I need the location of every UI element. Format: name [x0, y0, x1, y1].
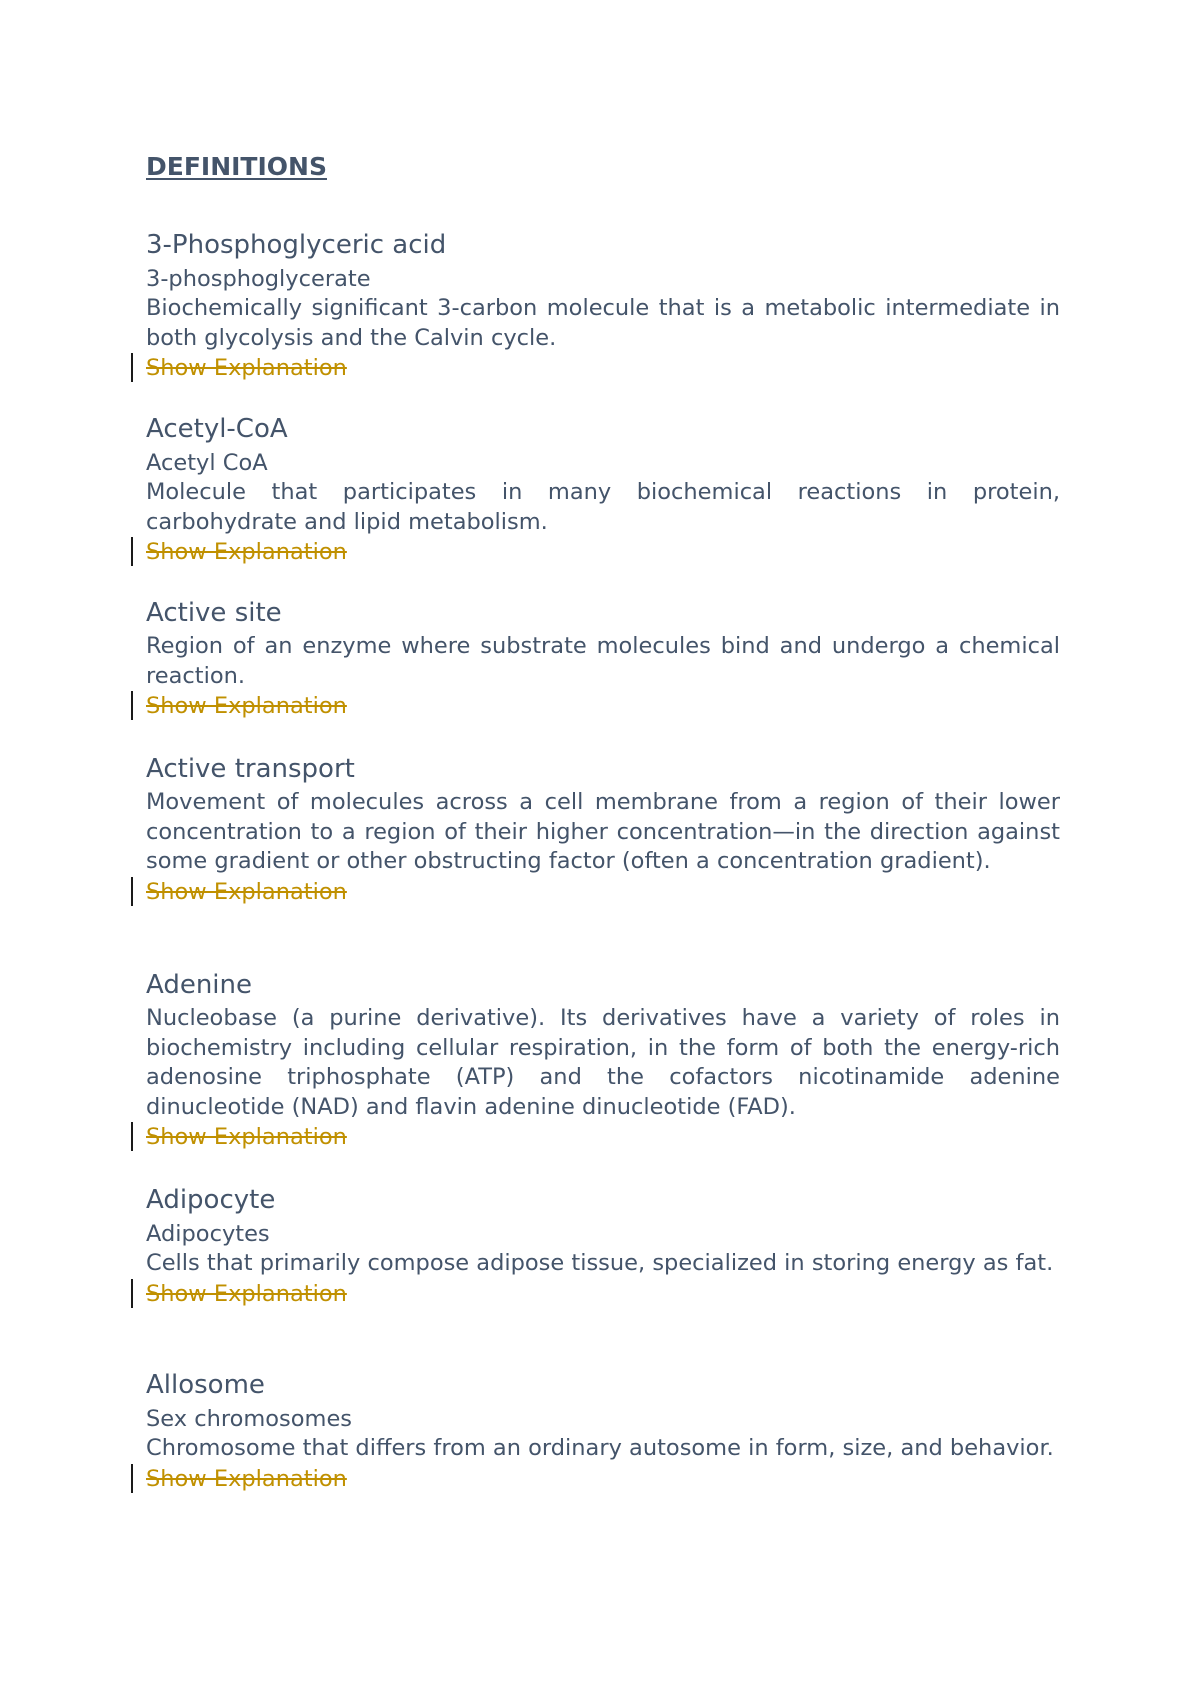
text-cursor-marker [131, 353, 133, 382]
text-cursor-marker [131, 537, 133, 566]
definition-entry [146, 1368, 1060, 1494]
term-title: Allosome [146, 1370, 265, 1400]
explanation-row [146, 1122, 1060, 1152]
show-explanation-link[interactable]: Show Explanation [146, 1280, 347, 1307]
text-cursor-marker [131, 691, 133, 720]
definition-entry [146, 412, 1060, 567]
text-cursor-marker [131, 1279, 133, 1308]
definition-entry [146, 596, 1060, 721]
show-explanation-link[interactable]: Show Explanation [146, 539, 347, 565]
text-cursor-marker [131, 1464, 133, 1493]
definition-entry [146, 228, 1060, 383]
definition-entry [146, 752, 1060, 907]
term-definition: Movement of molecules across a cell membrane from a region of their lower concentration to a region of their higher concentration—in the direction against some gradient or other obstructing factor (often a concentration gradient). [146, 789, 1060, 874]
show-explanation-link[interactable]: Show Explanation [146, 355, 347, 381]
explanation-row [146, 1279, 1060, 1309]
term-synonym: Acetyl CoA [146, 450, 268, 476]
term-synonym: 3-phosphoglycerate [146, 266, 371, 292]
show-explanation-link[interactable]: Show Explanation [146, 1124, 347, 1150]
term-definition: Molecule that participates in many biochemical reactions in protein, carbohydrate and lipid metabolism. [146, 479, 1060, 535]
term-synonym: Adipocytes [146, 1221, 270, 1247]
explanation-row [146, 1464, 1060, 1494]
term-definition: Chromosome that differs from an ordinary autosome in form, size, and behavior. [146, 1435, 1054, 1461]
term-title: Adipocyte [146, 1185, 276, 1215]
explanation-row [146, 353, 1060, 383]
term-definition: Cells that primarily compose adipose tissue, specialized in storing energy as fat. [146, 1250, 1054, 1276]
term-definition: Region of an enzyme where substrate molecules bind and undergo a chemical reaction. [146, 633, 1060, 689]
text-cursor-marker [131, 1122, 133, 1151]
term-title: 3-Phosphoglyceric acid [146, 230, 447, 260]
page-heading: DEFINITIONS [146, 152, 327, 181]
show-explanation-link[interactable]: Show Explanation [146, 1465, 347, 1492]
explanation-row [146, 691, 1060, 721]
term-synonym: Sex chromosomes [146, 1406, 353, 1432]
definition-entry [146, 1183, 1060, 1309]
explanation-row [146, 877, 1060, 907]
show-explanation-link[interactable]: Show Explanation [146, 693, 347, 719]
term-title: Active transport [146, 754, 355, 784]
explanation-row [146, 537, 1060, 567]
term-title: Active site [146, 598, 282, 628]
term-definition: Biochemically significant 3-carbon molecule that is a metabolic intermediate in both glycolysis and the Calvin cycle. [146, 295, 1060, 351]
text-cursor-marker [131, 877, 133, 906]
term-definition: Nucleobase (a purine derivative). Its derivatives have a variety of roles in biochemistry including cellular respiration, in the form of both the energy-rich adenosine triphosphate (ATP) and the cofactors nicotinamide adenine dinucleotide (NAD) and flavin adenine dinucleotide (FAD). [146, 1005, 1060, 1120]
term-title: Acetyl-CoA [146, 414, 288, 444]
show-explanation-link[interactable]: Show Explanation [146, 878, 347, 905]
term-title: Adenine [146, 970, 253, 1000]
definition-entry [146, 968, 1060, 1152]
